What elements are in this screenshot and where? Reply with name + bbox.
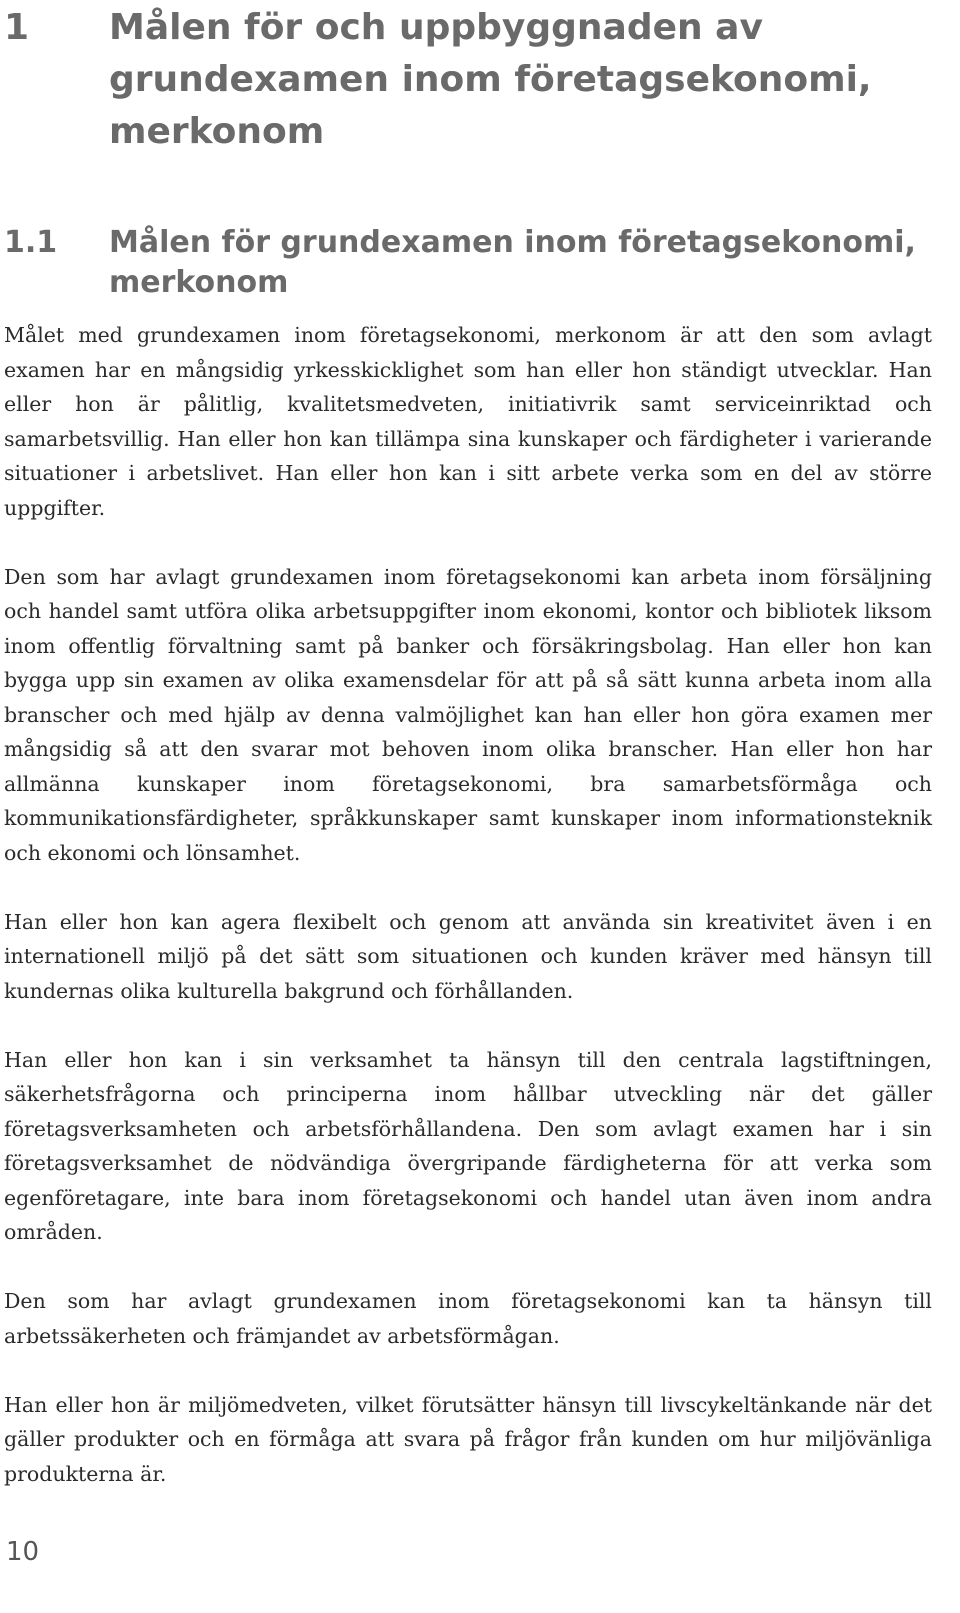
section-number: 1.1	[4, 225, 58, 260]
chapter-number: 1	[4, 7, 30, 48]
paragraph: Den som har avlagt grundexamen inom företagsekonomi kan ta hänsyn till arbetssäkerheten och främjandet av arbetsförmågan.	[4, 1289, 932, 1348]
section-title: Målen för grundexamen inom företagsekonomi, merkonom	[109, 225, 916, 300]
paragraph: Han eller hon kan agera flexibelt och genom att använda sin kreativitet även i en internationell miljö på det sätt som situationen och kunden kräver med hänsyn till kundernas olika kulturella bakgrund och förhållanden.	[4, 909, 932, 1003]
paragraph: Den som har avlagt grundexamen inom företagsekonomi kan arbeta inom försäljning och handel samt utföra olika arbetsuppgifter inom ekonomi, kontor och bibliotek liksom inom offentlig förvaltning samt på banker och försäkringsbolag. Han eller hon kan bygga upp sin examen av olika examensdelar för att på så sätt kunna arbeta inom alla branscher och med hjälp av denna valmöjlighet kan han eller hon göra examen mer mångsidig så att den svarar mot behoven inom olika branscher. Han eller hon har allmänna kunskaper inom företagsekonomi, bra samarbetsförmåga och kommunikationsfärdigheter, språkkunskaper samt kunskaper inom informationsteknik och ekonomi och lönsamhet.	[4, 564, 932, 865]
paragraph: Målet med grundexamen inom företagsekonomi, merkonom är att den som avlagt examen har en mångsidig yrkesskicklighet som han eller hon ständigt utvecklar. Han eller hon är pålitlig, kvalitetsmedveten, initiativrik samt serviceinriktad och samarbetsvillig. Han eller hon kan tillämpa sina kunskaper och färdigheter i varierande situationer i arbetslivet. Han eller hon kan i sitt arbete verka som en del av större uppgifter.	[4, 323, 932, 520]
paragraph: Han eller hon kan i sin verksamhet ta hänsyn till den centrala lagstiftningen, säkerhetsfrågorna och principerna inom hållbar utveckling när det gäller företagsverksamheten och arbetsförhållandena. Den som avlagt examen har i sin företagsverksamhet de nödvändiga övergripande färdigheterna för att verka som egenföretagare, inte bara inom företagsekonomi och handel utan även inom andra områden.	[4, 1047, 932, 1244]
page-number: 10	[6, 1537, 40, 1567]
body-text	[4, 318, 932, 1526]
paragraph: Han eller hon är miljömedveten, vilket förutsätter hänsyn till livscykeltänkande när det gäller produkter och en förmåga att svara på frågor från kunden om hur miljövänliga produkterna är.	[4, 1392, 932, 1486]
chapter-title: Målen för och uppbyggnaden av grundexamen inom företagsekonomi, merkonom	[109, 7, 872, 152]
